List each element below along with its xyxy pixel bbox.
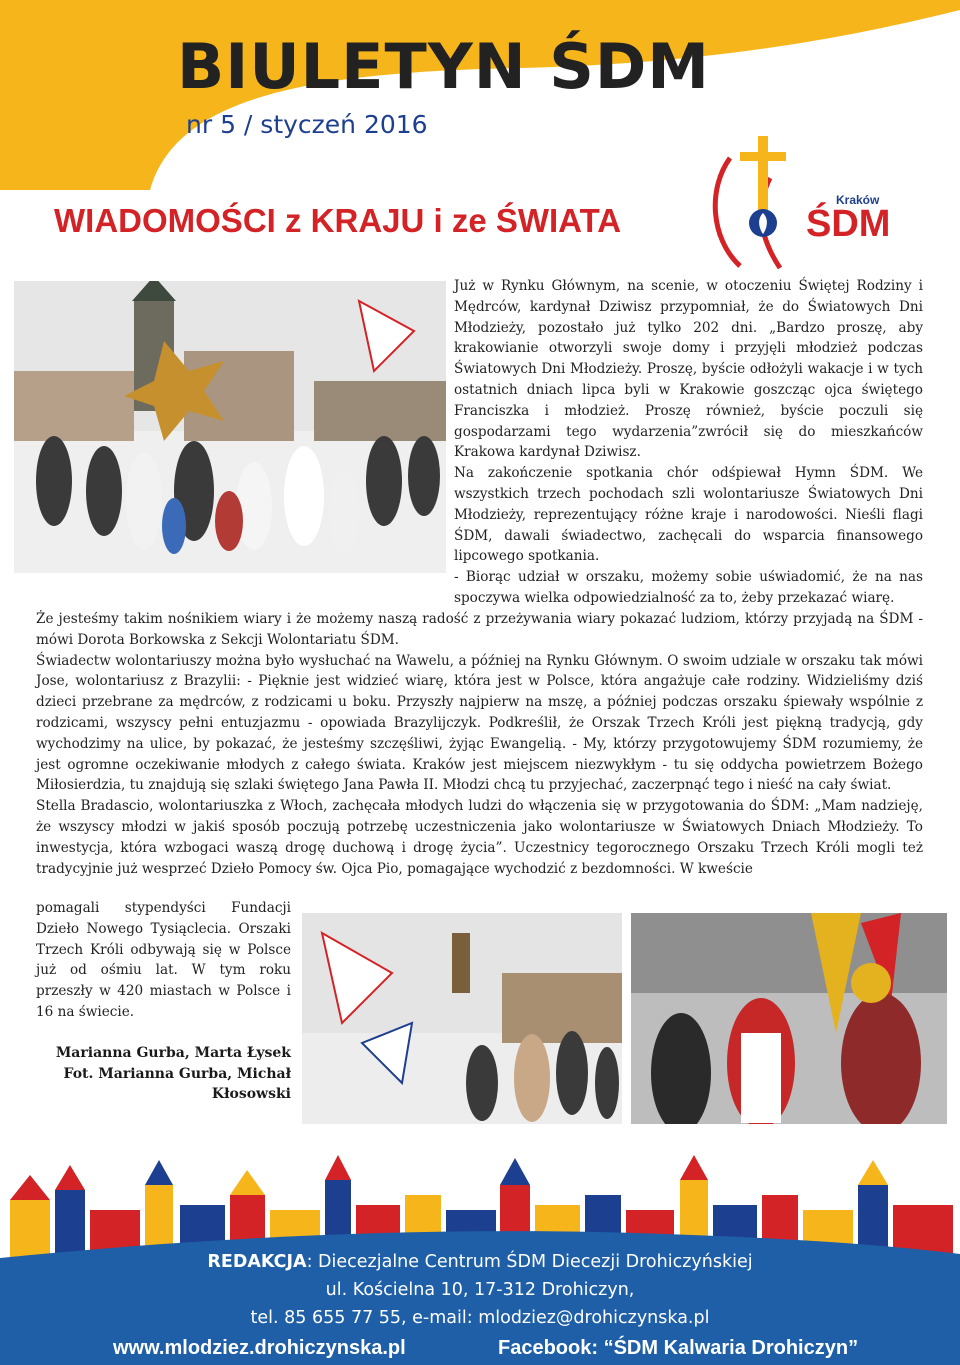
logo-brand: ŚDM	[806, 203, 891, 245]
redakcja-text: : Diecezjalne Centrum ŚDM Diecezji Drohiczyńskiej	[306, 1252, 753, 1272]
paragraph: Świadectw wolontariuszy można było wysłuchać na Wawelu, a później na Rynku Głównym. O swoim udziale w orszaku tak mówi Jose, wolontariusz z Brazylii: - Pięknie jest widzieć wiarę, która jest w Polsce, która angażuje całe rodziny. Widzieliśmy dziś dzieci przebrane za mędrców, z rodzicami u boku. Przyszły najpierw na mszę, a później podczas orszaku śpiewały wspólnie z rodzicami, wszyscy pełni entuzjazmu - opowiada Brazylijczyk. Podkreślił, że Orszak Trzech Króli jest piękną tradycją, gdy wychodzimy na ulice, by pokazać, że jesteśmy szczęśliwi, żyjąc Ewangelią. - My, którzy przygotowujemy ŚDM rozumiemy, że jest ogromne oczekiwanie młodych z całego świata. Kraków jest miejscem niezwykłym - tu się oddycha powietrzem Bożego Miłosierdzia, tu znajdują się szlaki świętego Jana Pawła II. Młodzi chcą tu przyjechać, zaczerpnąć tego i nieść na cały świat.	[36, 652, 923, 794]
redakcja-label: REDAKCJA	[207, 1252, 307, 1272]
footer-contact: tel. 85 655 77 55, e-mail: mlodziez@drohiczynska.pl	[250, 1308, 710, 1328]
logo-city: Kraków	[836, 193, 880, 207]
credits	[36, 1043, 291, 1105]
footer-editorial	[0, 1254, 960, 1272]
article-full-width	[36, 609, 923, 879]
procession-photo	[14, 281, 446, 573]
bulletin-title: BIULETYN ŚDM	[177, 30, 711, 103]
paragraph: Stella Bradascio, wolontariuszka z Włoch, zachęcała młodych ludzi do włączenia się w przygotowania do ŚDM: „Mam nadzieję, że wszyscy młodzi w jakiś sposób poczują potrzebę uczestniczenia jako wolontariusze w Światowych Dniach Młodzieży. To inwestycja, która wzbogaci waszą drogę duchową i drogę życia”. Uczestnicy tegorocznego Orszaku Trzech Króli mogli też tradycyjnie już wesprzeć Dzieło Pomocy św. Ojca Pio, pomagające wychodzić z bezdomności. W kweście	[36, 798, 923, 877]
paragraph: Na zakończenie spotkania chór odśpiewał Hymn ŚDM. We wszystkich trzech pochodach szli wolontariusze Światowych Dni Młodzieży, reprezentujący różne kraje i narodowości. Nieśli flagi ŚDM, dawali świadectwo, zachęcali do wsparcia finansowego lipcowego spotkania.	[454, 465, 923, 565]
section-title: WIADOMOŚCI z KRAJU i ze ŚWIATA	[54, 202, 622, 239]
article-left-column	[36, 898, 291, 1023]
authors: Marianna Gurba, Marta Łysek	[55, 1045, 291, 1061]
article-right-column	[454, 276, 923, 609]
cardinal-photo	[631, 913, 947, 1124]
volunteers-photo	[302, 913, 622, 1124]
photo-credit: Fot. Marianna Gurba, Michał Kłosowski	[63, 1065, 291, 1102]
paragraph: - Biorąc udział w orszaku, możemy sobie uświadomić, że na nas spoczywa wielka odpowiedzialność za to, żeby przekazać wiarę.	[454, 569, 923, 606]
website-link[interactable]: www.mlodziez.drohiczynska.pl	[113, 1337, 406, 1359]
paragraph: pomagali stypendyści Fundacji Dzieło Nowego Tysiąclecia. Orszaki Trzech Króli odbywają się w Polsce już od ośmiu lat. W tym roku przeszły w 420 miastach w Polsce i 16 na świecie.	[36, 900, 291, 1020]
facebook-link[interactable]: Facebook: “ŚDM Kalwaria Drohiczyn”	[498, 1337, 859, 1359]
paragraph: Już w Rynku Głównym, na scenie, w otoczeniu Świętej Rodziny i Mędrców, kardynał Dziwisz przypomniał, że do Światowych Dni Młodzieży, pozostało już tylko 202 dni. „Bardzo proszę, aby krakowianie otworzyli swoje domy i przyjęli młodzież podczas Światowych Dni Młodzieży. Proszę, byście odłożyli wakacje i w tych ostatnich dniach lipca byli w Krakowie goszcząc ojca świętego Franciszka i młodzież. Proszę również, byście poczuli się gospodarzami tego wydarzenia”zwrócił się do mieszkańców Krakowa kardynał Dziwisz.	[454, 278, 923, 461]
footer-address: ul. Kościelna 10, 17-312 Drohiczyn,	[325, 1280, 635, 1300]
issue-number: nr 5 / styczeń 2016	[186, 110, 428, 139]
paragraph: Że jesteśmy takim nośnikiem wiary i że możemy naszą radość z przeżywania wiary pokazać ludziom, którzy przyjadą na ŚDM - mówi Dorota Borkowska z Sekcji Wolontariatu ŚDM.	[36, 611, 923, 648]
